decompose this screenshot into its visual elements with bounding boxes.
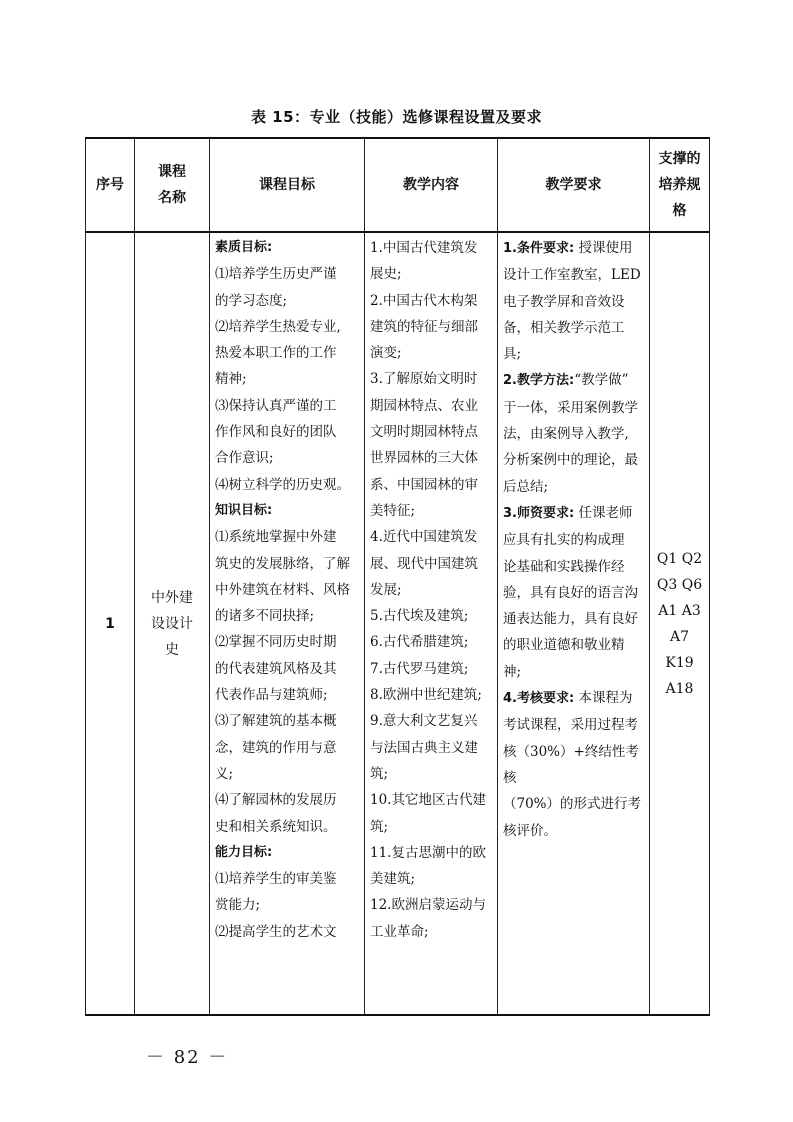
content-line: 世界园林的三大体 <box>370 450 478 467</box>
requirement-line <box>503 659 646 685</box>
goal-line: ⑶了解建筑的基本概 <box>215 713 337 730</box>
goal-line: 代表作品与建筑师; <box>215 687 328 704</box>
support-code-line: A1 A3 <box>658 602 701 619</box>
support-lines <box>656 546 703 702</box>
row-teaching-requirement <box>498 232 650 1015</box>
goal-heading: 知识目标: <box>215 502 273 518</box>
requirement-text: 核（30%）+终结性考核 <box>503 743 639 786</box>
header-teaching-content: 教学内容 <box>365 138 498 232</box>
requirement-line <box>503 554 646 580</box>
requirement-text: 授课使用 <box>574 240 633 256</box>
requirement-heading: 2.教学方法: <box>503 373 575 389</box>
requirement-line <box>503 447 646 473</box>
content-line: 8.欧洲中世纪建筑; <box>370 687 482 704</box>
support-code-line: A7 K19 <box>665 628 694 671</box>
goal-line: ⑵培养学生热爱专业, <box>215 318 341 335</box>
goal-line: 合作意识; <box>215 450 274 467</box>
content-line: 与法国古典主义建 <box>370 739 478 756</box>
requirement-text: 论基础和实践操作经 <box>503 558 625 575</box>
requirement-line <box>503 712 646 738</box>
table-caption: 表 15：专业（技能）选修课程设置及要求 <box>250 108 543 126</box>
row-course-name <box>135 232 210 1015</box>
course-name-line: 史 <box>165 641 179 658</box>
goal-line: 义; <box>215 765 234 782</box>
row-seq: 1 <box>86 232 135 1015</box>
requirement-text: 通表达能力，具有良好 <box>503 611 638 628</box>
goal-line: ⑴培养学生历史严谨 <box>215 266 337 283</box>
requirement-heading: 4.考核要求: <box>503 691 575 707</box>
content-line: 7.古代罗马建筑; <box>370 660 469 677</box>
goal-lines <box>210 233 364 945</box>
content-line: 5.古代埃及建筑; <box>370 608 469 625</box>
goal-line: 的学习态度; <box>215 292 288 309</box>
header-name-line: 课程 <box>158 164 186 180</box>
requirement-heading: 3.师资要求: <box>503 505 575 521</box>
requirement-text: 神; <box>503 663 522 680</box>
goal-line: 热爱本职工作的工作 <box>215 345 337 362</box>
content-line: 文明时期园林特点 <box>370 424 478 441</box>
requirement-line <box>503 685 646 712</box>
header-seq: 序号 <box>86 138 135 232</box>
header-supported-spec <box>650 138 710 232</box>
page-number: － 82 － <box>146 1047 229 1068</box>
content-line: 1.中国古代建筑发 <box>370 240 478 256</box>
requirement-line <box>503 421 646 447</box>
content-line: 9.意大利文艺复兴 <box>370 713 478 730</box>
requirement-line <box>503 500 646 527</box>
content-line: 4.近代中国建筑发 <box>370 529 478 546</box>
content-line: 期园林特点、农业 <box>370 397 478 414</box>
goal-line: 中外建筑在材料、风格 <box>215 581 350 598</box>
goal-line: 的代表建筑风格及其 <box>215 660 337 677</box>
requirement-line <box>503 235 646 262</box>
goal-line: ⑴系统地掌握中外建 <box>215 529 337 546</box>
requirement-text: 考试课程，采用过程考 <box>503 717 638 734</box>
goal-line: 精神; <box>215 371 247 388</box>
header-course-name <box>135 138 210 232</box>
goal-heading: 素质目标: <box>215 240 273 255</box>
goal-line: 筑史的发展脉络，了解 <box>215 555 350 572</box>
requirement-text: 电子教学屏和音效设 <box>503 293 625 310</box>
requirement-text: 于一体，采用案例教学 <box>503 399 638 416</box>
requirement-text: 分析案例中的理论，最 <box>503 452 638 469</box>
header-support-line: 支撑的 <box>658 151 701 167</box>
goal-line: 作作风和良好的团队 <box>215 424 337 441</box>
requirement-text: 应具有扎实的构成理 <box>503 532 625 549</box>
content-line: 10.其它地区古代建 <box>370 792 486 809</box>
content-line: 美建筑; <box>370 871 416 888</box>
requirement-text: 任课老师 <box>574 504 633 521</box>
goal-line: ⑷树立科学的历史观。 <box>215 476 350 493</box>
requirement-text: 核评价。 <box>503 822 557 839</box>
row-supported-spec <box>650 232 710 1015</box>
content-line: 发展; <box>370 581 402 598</box>
support-code-line: A18 <box>665 680 694 697</box>
content-lines <box>365 233 497 945</box>
requirement-line <box>503 632 646 658</box>
header-row <box>86 138 710 232</box>
requirement-lines <box>498 233 649 844</box>
header-course-goal: 课程目标 <box>210 138 365 232</box>
table-row <box>86 232 710 1015</box>
requirement-line <box>503 395 646 421</box>
requirement-text: 设计工作室教室，LED <box>503 267 641 284</box>
content-line: 建筑的特征与细部 <box>370 318 478 335</box>
elective-course-table <box>85 137 710 1016</box>
goal-line: 念，建筑的作用与意 <box>215 739 337 756</box>
requirement-line <box>503 791 646 817</box>
requirement-text: 验，具有良好的语言沟 <box>503 584 638 601</box>
row-teaching-content <box>365 232 498 1015</box>
content-line: 12.欧洲启蒙运动与 <box>370 897 486 914</box>
content-line: 6.古代希腊建筑; <box>370 634 469 651</box>
goal-line: ⑴培养学生的审美鉴 <box>215 871 337 888</box>
requirement-text: 法，由案例导入教学, <box>503 426 629 443</box>
goal-line: 赏能力; <box>215 897 261 914</box>
requirement-text: 后总结; <box>503 478 549 495</box>
goal-line: 的诸多不同抉择; <box>215 608 315 625</box>
requirement-heading: 1.条件要求: <box>503 241 575 256</box>
requirement-text: 具; <box>503 346 522 363</box>
content-line: 2.中国古代木构架 <box>370 292 478 309</box>
requirement-text: 备，相关教学示范工 <box>503 319 625 336</box>
requirement-line <box>503 474 646 500</box>
content-line: 展、现代中国建筑 <box>370 555 478 572</box>
course-name-line: 中外建 <box>151 589 193 606</box>
requirement-text: 本课程为 <box>574 690 633 707</box>
requirement-line <box>503 580 646 606</box>
requirement-line <box>503 262 646 288</box>
goal-line: ⑷了解园林的发展历 <box>215 792 337 809</box>
content-line: 展史; <box>370 266 402 283</box>
header-support-line: 格 <box>672 203 687 219</box>
requirement-text: （70%）的形式进行考 <box>503 796 642 813</box>
content-line: 11.复古思潮中的欧 <box>370 844 486 861</box>
row-course-goal <box>210 232 365 1015</box>
requirement-text: “教学做” <box>574 372 629 389</box>
header-name-line: 名称 <box>158 190 186 206</box>
support-code-line: Q3 Q6 <box>656 576 703 593</box>
content-line: 筑; <box>370 765 389 782</box>
content-line: 美特征; <box>370 502 416 519</box>
goal-line: ⑶保持认真严谨的工 <box>215 397 337 414</box>
requirement-line <box>503 606 646 632</box>
goal-line: ⑵提高学生的艺术文 <box>215 923 337 940</box>
requirement-line <box>503 289 646 315</box>
content-line: 3.了解原始文明时 <box>370 371 478 388</box>
goal-line: 史和相关系统知识。 <box>215 818 337 835</box>
goal-line: ⑵掌握不同历史时期 <box>215 634 337 651</box>
requirement-line <box>503 739 646 792</box>
requirement-line <box>503 341 646 367</box>
content-line: 筑; <box>370 818 389 835</box>
requirement-line <box>503 315 646 341</box>
support-code-line: Q1 Q2 <box>656 550 703 567</box>
requirement-text: 的职业道德和敬业精 <box>503 637 625 654</box>
header-support-line: 培养规 <box>658 177 701 193</box>
goal-heading: 能力目标: <box>215 844 273 860</box>
content-line: 系、中国园林的审 <box>370 476 478 493</box>
requirement-line <box>503 818 646 844</box>
header-teaching-requirement: 教学要求 <box>498 138 650 232</box>
content-line: 工业革命; <box>370 923 429 940</box>
requirement-line <box>503 367 646 394</box>
course-name-line: 设设计 <box>151 615 193 632</box>
requirement-line <box>503 527 646 553</box>
content-line: 演变; <box>370 345 402 362</box>
